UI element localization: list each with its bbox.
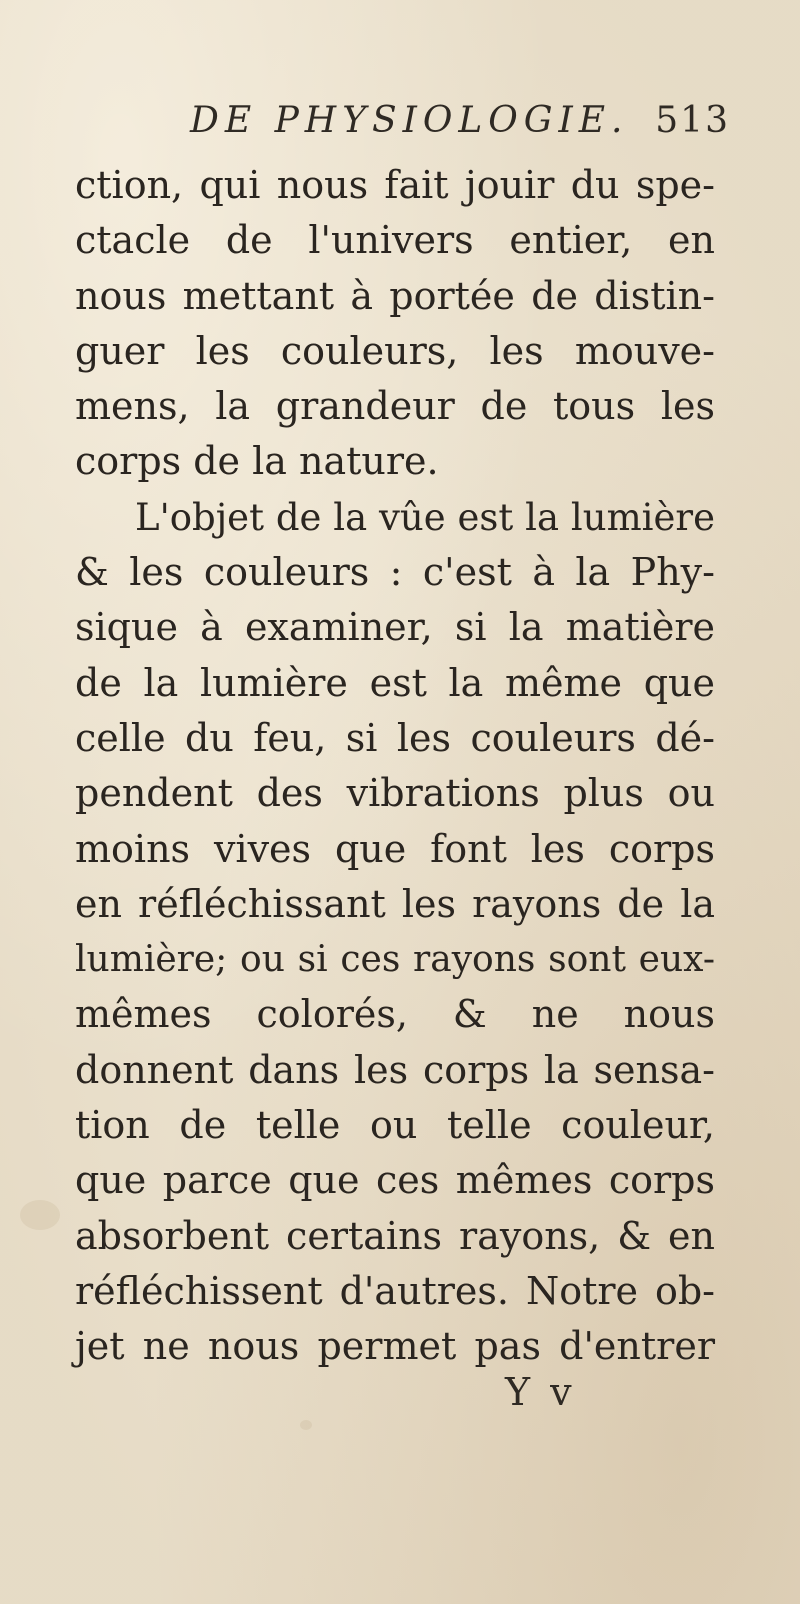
text-line: jet ne nous permet pas d'entrer: [75, 1324, 715, 1369]
text-line: ction, qui nous fait jouir du spe-: [75, 163, 715, 207]
text-line: pendent des vibrations plus ou: [75, 771, 715, 816]
text-line: tion de telle ou telle couleur,: [75, 1103, 715, 1148]
text-line: L'objet de la vûe est la lumière: [135, 495, 715, 539]
page-number: 513: [655, 100, 730, 141]
running-title: DE PHYSIOLOGIE.: [190, 100, 629, 141]
text-line: lumière; ou si ces rayons sont eux-: [75, 939, 715, 981]
text-line: que parce que ces mêmes corps: [75, 1158, 715, 1203]
text-line: absorbent certains rayons, & en: [75, 1213, 715, 1258]
text-line: & les couleurs : c'est à la Phy-: [75, 550, 715, 595]
paper-stain: [300, 1420, 312, 1430]
text-line: mens, la grandeur de tous les: [75, 384, 715, 429]
text-line: réfléchissent d'autres. Notre ob-: [75, 1268, 715, 1313]
body-text: [75, 158, 715, 1375]
signature-mark: Y v: [505, 1370, 576, 1414]
paper-stain: [20, 1200, 60, 1230]
text-line: moins vives que font les corps: [75, 826, 715, 871]
text-line: en réfléchissant les rayons de la: [75, 881, 715, 926]
running-head: [190, 100, 730, 160]
text-line: mêmes colorés, & ne nous: [75, 992, 715, 1037]
text-line: de la lumière est la même que: [75, 660, 715, 705]
text-line: donnent dans les corps la sensa-: [75, 1047, 715, 1092]
text-line: corps de la nature.: [75, 439, 439, 484]
text-line: nous mettant à portée de distin-: [75, 273, 715, 318]
text-line: sique à examiner, si la matière: [75, 605, 715, 650]
text-line: celle du feu, si les couleurs dé-: [75, 715, 715, 760]
text-line: guer les couleurs, les mouve-: [75, 328, 715, 373]
text-line: ctacle de l'univers entier, en: [75, 218, 715, 263]
